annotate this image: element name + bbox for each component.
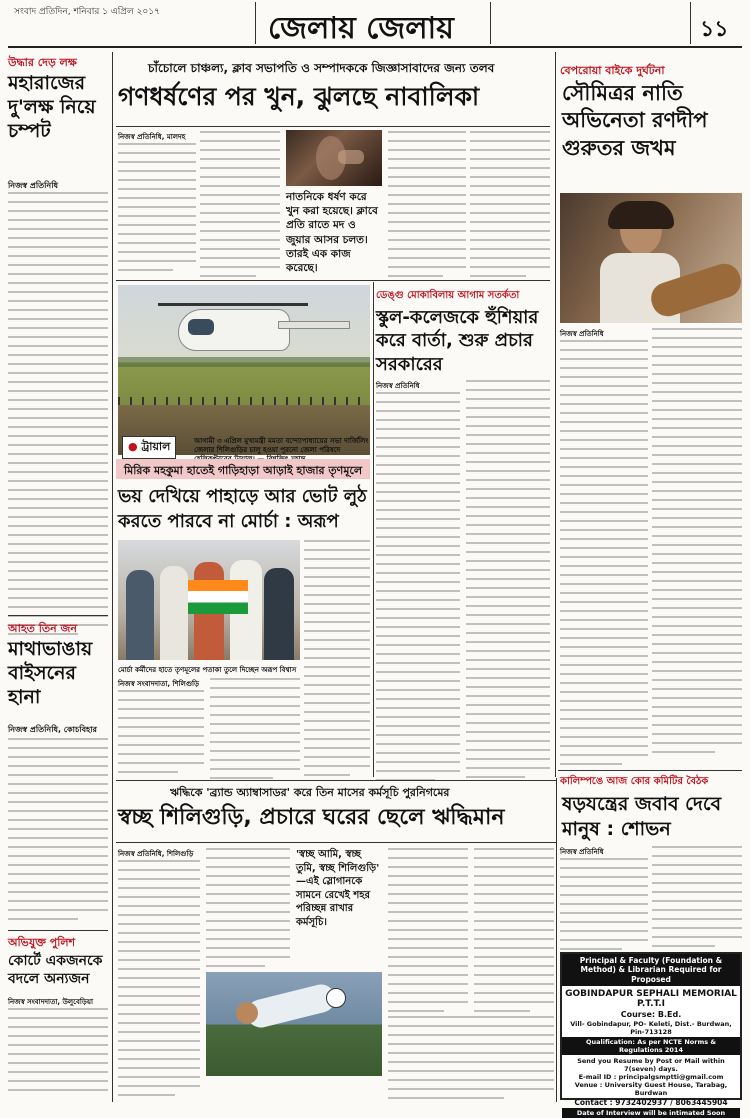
byline-maharaj: নিজস্ব প্রতিনিধি <box>8 181 58 190</box>
hills-photo-caption: মোর্চা কর্মীদের হাতে তৃণমূলের পতাকা তুলে দিচ্ছেন অরূপ বিশ্বাস <box>118 666 297 674</box>
tag-maharaj: উদ্ধার দেড় লক্ষ <box>8 56 77 69</box>
head-maharaj: মহারাজের দু'লক্ষ নিয়ে চম্পট <box>8 72 96 142</box>
bottom-pullquote: 'স্বচ্ছ আমি, স্বচ্ছ তুমি, স্বচ্ছ শিলিগুড়ি' —এই স্লোগানকে সামনে রেখেই শহর পরিচ্ছন্ন রাখার কর্মসূচি। <box>296 849 380 928</box>
lead-text-col3 <box>388 131 466 276</box>
header-divider-left <box>255 2 256 44</box>
bottom-kicker: ঋদ্ধিকে 'ব্র্যান্ড অ্যাম্বাসাডর' করে তিন মাসের কর্মসূচি পুরনিগমের <box>170 786 450 799</box>
hills-text-col1 <box>118 690 204 776</box>
byline-bison: নিজস্ব প্রতিনিধি, কোচবিহার <box>8 725 97 734</box>
actor-photo <box>560 193 742 323</box>
helicopter-photo <box>118 285 370 455</box>
dengue-text-col2 <box>466 380 550 776</box>
bottom-text-col3 <box>388 848 468 1012</box>
bottom-text-col4 <box>474 848 554 1012</box>
right-text-col2 <box>652 328 742 765</box>
dateline: সংবাদ প্রতিদিন, শনিবার ১ এপ্রিল ২০১৭ <box>14 7 160 17</box>
kalimpong-text-col2 <box>652 846 742 948</box>
right-tag: বেপরোয়া বাইকে দুর্ঘটনা <box>560 64 665 77</box>
column-rule-3 <box>373 282 374 777</box>
hills-text-col3 <box>304 540 370 776</box>
trial-dot-icon: ● <box>128 440 138 453</box>
ad-line8: Venue : University Guest House, Tarabag, Burdwan <box>574 1080 728 1097</box>
section-title: জেলায় জেলায় <box>268 11 454 46</box>
lead-byline: নিজস্ব প্রতিনিধি, মালদহ <box>118 133 186 141</box>
header-divider-page <box>690 2 691 44</box>
dengue-text-col1 <box>376 392 460 776</box>
kalimpong-text-col1 <box>560 858 648 948</box>
helicopter-caption: আগামী ৩ এপ্রিল মুখ্যমন্ত্রী মমতা বন্দ্যোপাধ্যায়ের সভা দার্জিলিং জেলার শিলিগুড়ির চালু হওয়া পুরনো জেলা পরিষদে <box>194 437 369 455</box>
lead-kicker: চাঁচোলে চাঞ্চল্য, ক্লাব সভাপতি ও সম্পাদককে জিজ্ঞাসাবাদের জন্য তলব <box>148 61 495 75</box>
kalimpong-byline: নিজস্ব প্রতিনিধি <box>560 848 604 856</box>
text-maharaj <box>8 192 108 612</box>
header-rule <box>8 46 742 48</box>
hills-photo <box>118 540 300 660</box>
head-police: কোর্টে একজনকে বদলে অন্যজন <box>8 953 103 988</box>
masthead <box>0 0 750 52</box>
ad-line7: E-mail ID : principalgsmptti@gmail.com <box>578 1072 724 1081</box>
bottom-byline: নিজস্ব প্রতিনিধি, শিলিগুড়ি <box>118 850 194 858</box>
lead-text-col4 <box>470 131 550 276</box>
hills-text-col2 <box>210 678 300 776</box>
right-headline: সৌমিত্রর নাতি অভিনেতা রণদীপ গুরুতর জখম <box>562 81 708 160</box>
head-bison: মাথাভাঙায় বাইসনের হানা <box>8 638 93 708</box>
ad-line5: Qualification: As per NCTE Norms & Regulations 2014 <box>562 1037 740 1055</box>
right-text-col1 <box>560 340 648 765</box>
ad-line1: Principal & Faculty (Foundation & Method) & Librarian Required for Proposed <box>562 954 740 986</box>
column-rule-4 <box>556 778 557 1102</box>
right-byline: নিজস্ব প্রতিনিধি <box>560 330 604 338</box>
header-divider-right <box>490 2 491 44</box>
text-bison <box>8 738 108 928</box>
dengue-tag: ডেঙ্গু মোকাবিলায় আগাম সতর্কতা <box>376 290 520 301</box>
lead-headline: গণধর্ষণের পর খুন, ঝুলছে নাবালিকা <box>118 82 480 111</box>
ad-line4: Vill- Gobindapur, PO- Keleti, Dist.- Burdwan, Pin-713128 <box>570 1019 732 1036</box>
lead-text-col2 <box>200 131 280 276</box>
ad-line9: Contact : 9732402937 / 8063445904 <box>574 1097 728 1107</box>
hills-byline: নিজস্ব সংবাদদাতা, শিলিগুড়ি <box>118 680 200 688</box>
kalimpong-tag: কালিম্পঙে আজ কোর কমিটির বৈঠক <box>560 776 709 787</box>
ad-line3: Course: B.Ed. <box>620 1009 682 1019</box>
dengue-headline: স্কুল-কলেজকে হুঁশিয়ার করে বার্তা, শুরু প্রচার সরকারের <box>376 307 539 375</box>
hills-kicker: মিরিক মহকুমা হাতেই গাড়িহাড়া আড়াই হাজার তৃণমূলে <box>124 464 363 477</box>
left-column <box>8 52 108 1102</box>
recruitment-ad <box>560 952 742 1117</box>
lead-pullquote: নাতনিকে ধর্ষণ করে খুন করা হয়েছে। ক্লাবে প্রতি রাতে মদ ও জুয়ার আসর চলত। তারই এক কাজ করেছে। <box>286 191 378 274</box>
ad-line10: Date of Interview will be intimated Soon <box>562 1108 740 1118</box>
page-number: ১১ <box>700 17 729 42</box>
bottom-text-col2 <box>206 848 290 968</box>
goalkeeper-photo <box>206 972 382 1076</box>
kalimpong-headline: ষড়যন্ত্রের জবাব দেবে মানুষ : শোভন <box>562 793 722 840</box>
tag-bison: আহত তিন জন <box>8 622 77 635</box>
lead-photo <box>286 130 382 186</box>
ad-line6: Send you Resume by Post or Mail within 7(seven) days. <box>577 1056 725 1073</box>
bottom-text-col1 <box>118 860 200 1100</box>
ad-line2: GOBINDAPUR SEPHALI MEMORIAL P.T.T.I <box>565 989 737 1010</box>
trial-label <box>122 436 176 459</box>
byline-police: নিজস্ব সংবাদদাতা, উলুবেড়িয়া <box>8 998 93 1006</box>
trial-label-text: ট্রায়াল <box>141 440 171 453</box>
text-police <box>8 1008 108 1100</box>
lead-text-col1 <box>118 143 196 276</box>
column-rule-1 <box>112 52 113 1102</box>
tag-police: অভিযুক্ত পুলিশ <box>8 936 76 949</box>
bottom-headline: স্বচ্ছ শিলিগুড়ি, প্রচারে ঘরের ছেলে ঋদ্ধিমান <box>118 805 505 830</box>
column-rule-2 <box>555 52 556 777</box>
bottom-text-col5 <box>388 1016 554 1100</box>
hills-headline: ভয় দেখিয়ে পাহাড়ে আর ভোট লুঠ করতে পারবে না মোর্চা : অরূপ <box>118 486 367 533</box>
dengue-byline: নিজস্ব প্রতিনিধি <box>376 382 420 390</box>
